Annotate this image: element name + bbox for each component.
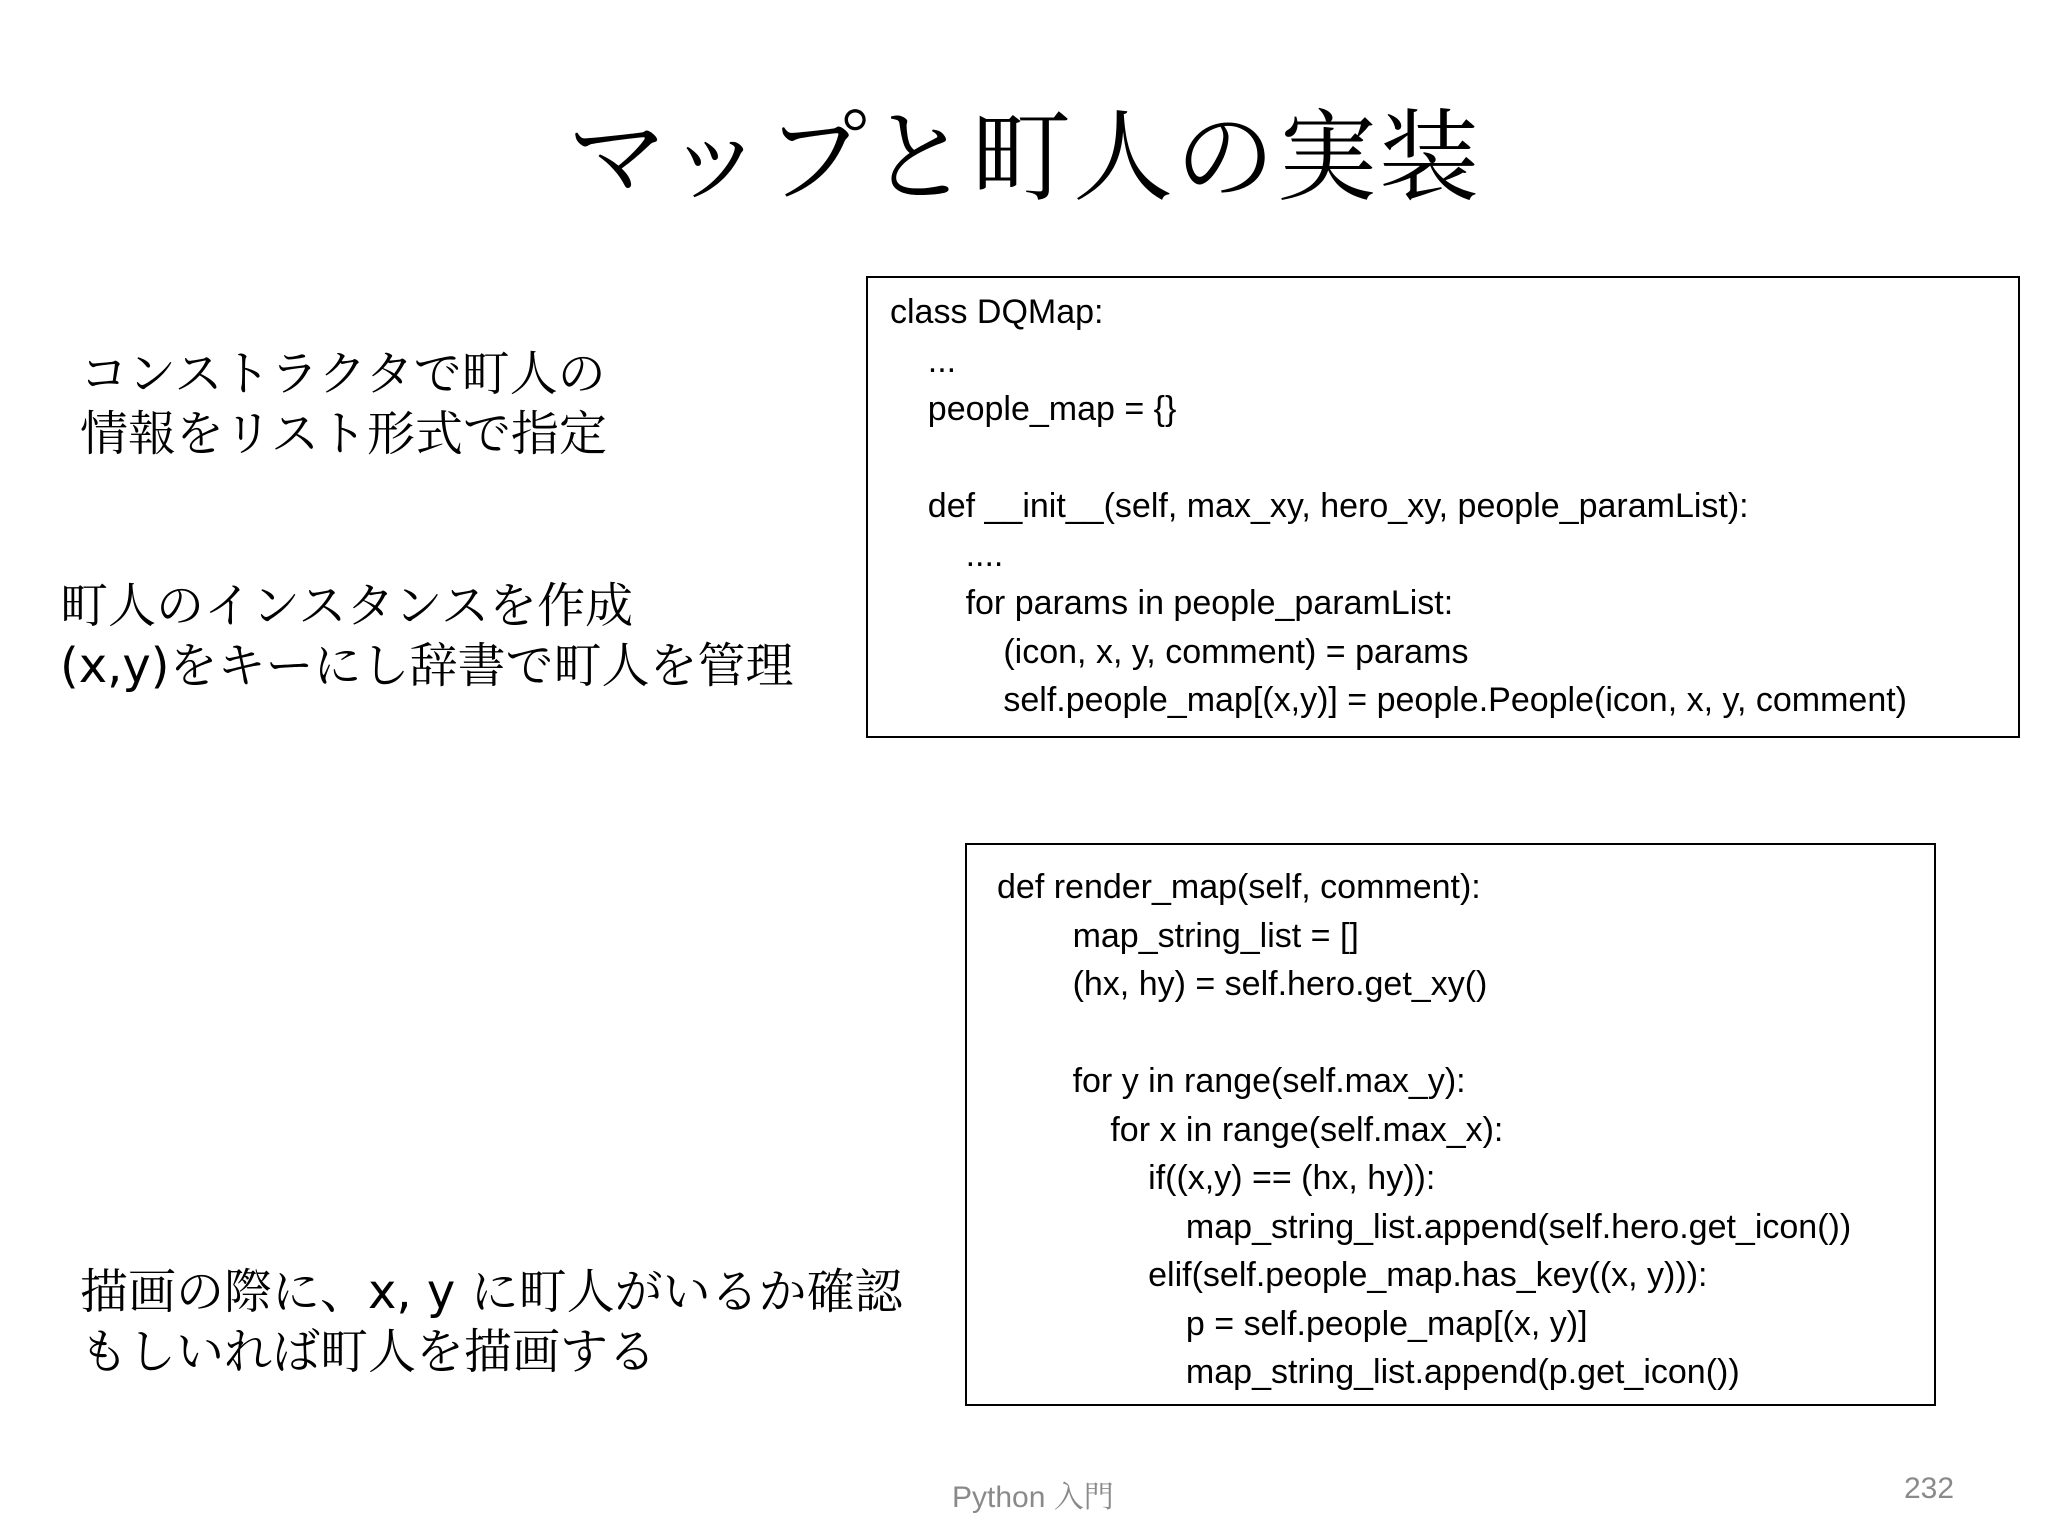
- note-render: [80, 1262, 903, 1382]
- slide-title: マップと町人の実装: [567, 99, 1481, 216]
- code-line: [890, 434, 2018, 483]
- note-line: 描画の際に、x, y に町人がいるか確認: [80, 1264, 903, 1320]
- code-line: (hx, hy) = self.hero.get_xy(): [997, 965, 1488, 1003]
- code-line: if((x,y) == (hx, hy)):: [997, 1159, 1436, 1197]
- code-box-init: [866, 276, 2020, 738]
- code-line: map_string_list = []: [997, 916, 1359, 955]
- footer-course-name: Python 入門: [952, 1481, 1114, 1514]
- code-line: (icon, x, y, comment) = params: [890, 632, 1469, 671]
- code-line: def __init__(self, max_xy, hero_xy, people_paramList):: [890, 487, 1749, 525]
- code-line: def render_map(self, comment):: [997, 868, 1481, 906]
- code-line: map_string_list.append(p.get_icon()): [997, 1353, 1740, 1391]
- code-line: elif(self.people_map.has_key((x, y))):: [997, 1256, 1708, 1294]
- note-line: 町人のインスタンスを作成: [60, 578, 634, 634]
- page-number: 232: [1904, 1472, 1955, 1505]
- note-line: (x,y)をキーにし辞書で町人を管理: [60, 638, 794, 694]
- code-line: map_string_list.append(self.hero.get_icon()): [997, 1207, 1852, 1246]
- code-line: self.people_map[(x,y)] = people.People(icon, x, y, comment): [890, 681, 1907, 719]
- note-line: もしいれば町人を描画する: [80, 1324, 657, 1380]
- note-instance: [60, 576, 794, 696]
- code-line: class DQMap:: [890, 293, 1104, 331]
- note-line: 情報をリスト形式で指定: [80, 406, 608, 462]
- code-box-render: [965, 843, 1936, 1406]
- code-line: ...: [890, 341, 957, 380]
- code-line: people_map = {}: [890, 390, 1177, 428]
- code-line: for y in range(self.max_y):: [997, 1062, 1466, 1100]
- code-line: [997, 1009, 1934, 1058]
- code-line: p = self.people_map[(x, y)]: [997, 1304, 1588, 1343]
- code-line: ....: [890, 535, 1004, 574]
- code-line: for x in range(self.max_x):: [997, 1110, 1504, 1149]
- note-line: コンストラクタで町人の: [80, 346, 606, 402]
- note-constructor: [80, 344, 607, 464]
- code-line: for params in people_paramList:: [890, 584, 1454, 622]
